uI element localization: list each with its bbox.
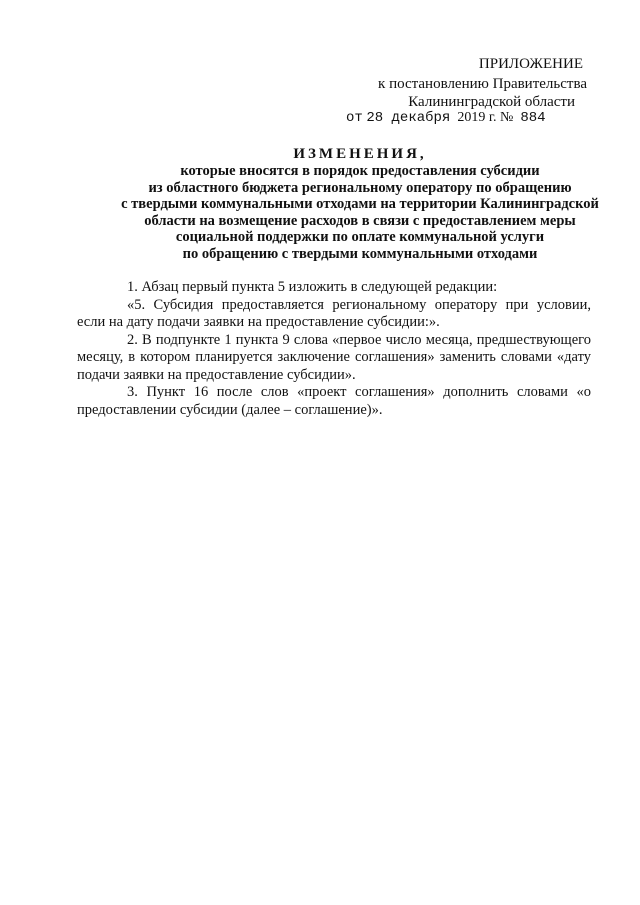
paragraph-1: 1. Абзац первый пункта 5 изложить в следующей редакции: xyxy=(127,279,498,295)
heading-line: социальной поддержки по оплате коммунальной услуги xyxy=(175,229,545,245)
paragraph-2: 2. В подпункте 1 пункта 9 слова «первое число месяца, предшествующего месяцу, в котором планируется заключение соглашения» заменить словами «дату подачи заявки на предоставление субсидии». xyxy=(77,331,591,383)
appendix-resolution-line: к постановлению Правительства xyxy=(378,76,587,92)
heading-line: которые вносятся в порядок предоставления субсидии xyxy=(180,163,540,179)
paragraph-1-quote: «5. Субсидия предоставляется региональному оператору при условии, если на дату подачи заявки на предоставление субсидии:». xyxy=(77,296,591,330)
date-prefix: от xyxy=(346,110,363,126)
heading-line: из областного бюджета региональному оператору по обращению xyxy=(148,179,572,196)
heading-title: ИЗМЕНЕНИЯ, xyxy=(293,146,427,162)
heading-line: области на возмещение расходов в связи с предоставлением меры xyxy=(144,212,576,229)
heading-line: по обращению с твердыми коммунальными отходами xyxy=(182,245,538,262)
document-body xyxy=(77,279,591,419)
date-value: 28 декабря xyxy=(366,110,451,126)
appendix-title: ПРИЛОЖЕНИЕ xyxy=(478,56,583,72)
paragraph-3: 3. Пункт 16 после слов «проект соглашения» дополнить словами «о предоставлении субсидии (далее – соглашение)». xyxy=(77,384,591,418)
appendix-header xyxy=(0,0,640,130)
heading-line: с твердыми коммунальными отходами на территории Калининградской xyxy=(121,196,599,212)
resolution-number: 884 xyxy=(520,110,546,126)
appendix-region-line: Калининградской области xyxy=(408,94,575,110)
appendix-date-line xyxy=(346,110,546,126)
document-heading xyxy=(60,145,640,262)
date-year: 2019 г. № xyxy=(457,110,514,125)
